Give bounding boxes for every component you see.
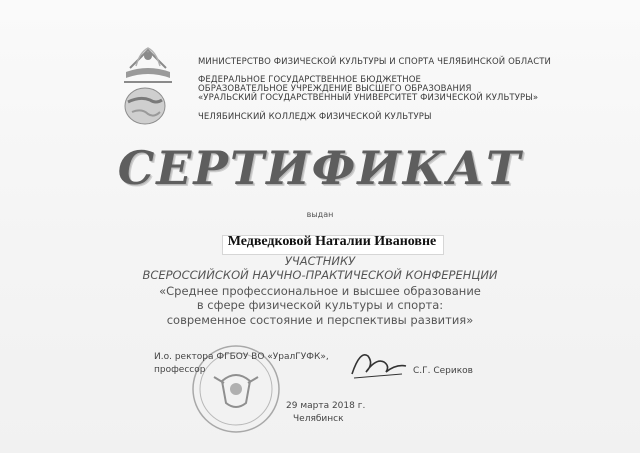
certificate-title: СЕРТИФИКАТ [117, 141, 523, 195]
issue-city: Челябинск [293, 414, 344, 424]
institution-line-1: ФЕДЕРАЛЬНОЕ ГОСУДАРСТВЕННОЕ БЮДЖЕТНОЕ [198, 75, 421, 85]
conference-theme-line-1: «Среднее профессиональное и высшее образование [159, 284, 481, 298]
issued-label: выдан [306, 210, 334, 219]
participant-role: УЧАСТНИКУ [284, 254, 356, 268]
ministry-name: МИНИСТЕРСТВО ФИЗИЧЕСКОЙ КУЛЬТУРЫ И СПОРТА ЧЕЛЯБИНСКОЙ ОБЛАСТИ [198, 57, 551, 67]
conference-theme-line-3: современное состояние и перспективы развития» [166, 313, 474, 327]
college-emblem-icon [118, 42, 178, 84]
institution-line-3: «УРАЛЬСКИЙ ГОСУДАРСТВЕННЫЙ УНИВЕРСИТЕТ ФИЗИЧЕСКОЙ КУЛЬТУРЫ» [198, 93, 539, 103]
conference-theme-line-2: в сфере физической культуры и спорта: [196, 298, 444, 312]
conference-name: ВСЕРОССИЙСКОЙ НАУЧНО-ПРАКТИЧЕСКОЙ КОНФЕРЕНЦИИ [142, 268, 498, 282]
university-globe-icon [122, 86, 168, 126]
rector-title: И.о. ректора ФГБОУ ВО «УралГУФК», [154, 352, 329, 362]
recipient-name: Медведковой Наталии Ивановне [227, 234, 437, 249]
institution-line-2: ОБРАЗОВАТЕЛЬНОЕ УЧРЕЖДЕНИЕ ВЫСШЕГО ОБРАЗОВАНИЯ [198, 84, 472, 94]
signer-name: С.Г. Сериков [413, 366, 473, 376]
college-name: ЧЕЛЯБИНСКИЙ КОЛЛЕДЖ ФИЗИЧЕСКОЙ КУЛЬТУРЫ [198, 112, 432, 122]
issue-date: 29 марта 2018 г. [286, 401, 366, 411]
academic-rank: профессор [154, 365, 206, 375]
handwritten-signature-icon [346, 344, 412, 384]
